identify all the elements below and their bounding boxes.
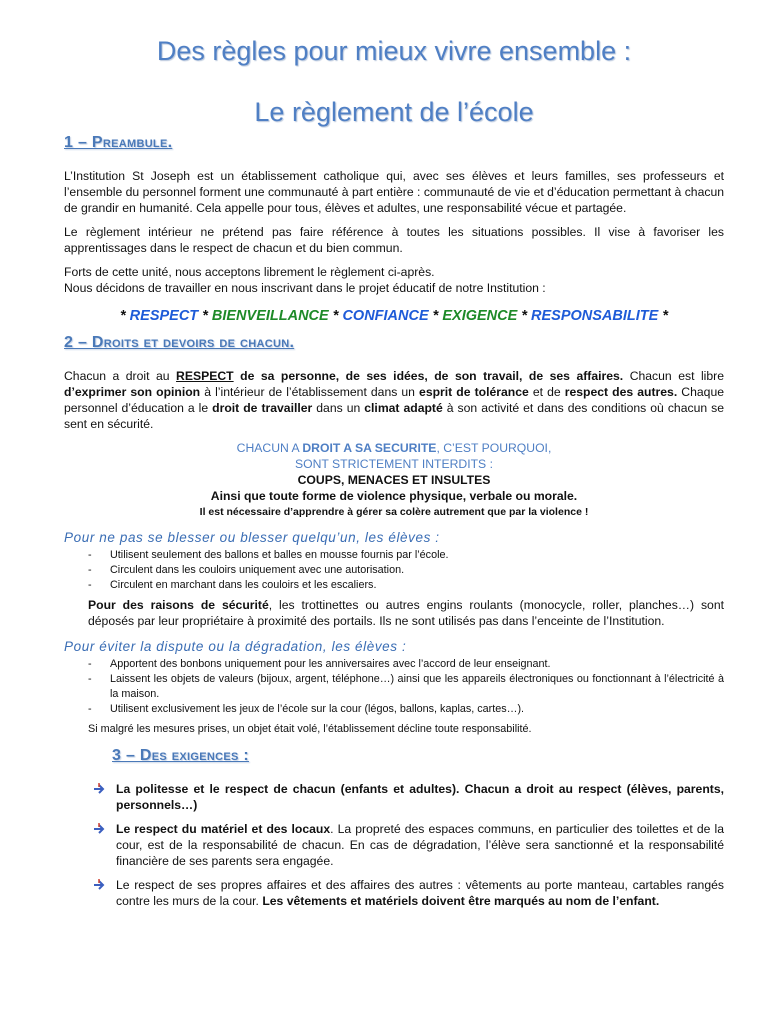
- list-item: Le respect de ses propres affaires et des affaires des autres : vêtements au porte manteau, cartables rangés contre les murs de la cour. Les vêtements et matériels doivent être marqués au nom de l’enfant.: [92, 877, 724, 909]
- requirements-list: [64, 781, 724, 909]
- security-line-2: SONT STRICTEMENT INTERDITS :: [295, 457, 493, 471]
- section-2-heading: 2 – Droits et devoirs de chacun.: [64, 334, 295, 351]
- theft-note: Si malgré les mesures prises, un objet était volé, l’établissement décline toute responsabilité.: [88, 723, 532, 735]
- list-item: Le respect du matériel et des locaux. La propreté des espaces communs, en particulier des toilettes et de la cour, est de la responsabilité de chacun. En cas de dégradation, l’élève sera sanctionné et la responsabilité financière de ses parents sera engagée.: [92, 821, 724, 869]
- star-separator: *: [432, 308, 439, 324]
- list-item: - Apportent des bonbons uniquement pour les anniversaires avec l’accord de leur enseignant.: [88, 657, 724, 672]
- list-item: - Utilisent seulement des ballons et balles en mousse fournis par l’école.: [88, 548, 724, 563]
- star-separator: *: [119, 308, 126, 324]
- preamble-line-a: Forts de cette unité, nous acceptons librement le règlement ci-après.: [64, 265, 435, 279]
- preamble-paragraph-3: [64, 264, 724, 296]
- preamble-line-b: Nous décidons de travailler en nous inscrivant dans le projet éducatif de notre Institution :: [64, 281, 546, 295]
- star-separator: *: [521, 308, 527, 324]
- value-responsabilite: RESPONSABILITE: [531, 308, 659, 324]
- section-1-heading: 1 – Preambule.: [64, 134, 173, 151]
- list-item: - Utilisent exclusivement les jeux de l’école sur la cour (légos, ballons, kaplas, cartes…).: [88, 702, 724, 717]
- preamble-paragraph-2: Le règlement intérieur ne prétend pas faire référence à toutes les situations possibles. Il vise à favoriser les apprentissages dans le respect de chacun et du bien commun.: [64, 225, 724, 255]
- list-item: - Laissent les objets de valeurs (bijoux, argent, téléphone…) ainsi que les appareils électroniques ou fonctionnant à l’électricité à la maison.: [88, 672, 724, 702]
- vehicles-paragraph: Pour des raisons de sécurité, les trottinettes ou autres engins roulants (monocycle, roller, planches…) sont déposés par leur propriétaire à proximité des portails. Ils ne sont utilisés pas dans l’enceinte de l’Institution.: [88, 598, 724, 628]
- safety-list: [64, 548, 724, 593]
- list-item: - Circulent en marchant dans les couloirs et les escaliers.: [88, 578, 724, 593]
- page-subtitle: Le règlement de l’école: [254, 97, 534, 127]
- subheading-safety: Pour ne pas se blesser ou blesser quelqu’un, les élèves :: [64, 530, 440, 545]
- rights-paragraph: Chacun a droit au RESPECT de sa personne, de ses idées, de son travail, de ses affaires. Chacun est libre d’exprimer son opinion à l’intérieur de l’établissement dans un esprit de tolérance et de respect des autres. Chaque personnel d’éducation a le droit de travailler dans un climat adapté à son activité et dans des conditions où chacun se sent en sécurité.: [64, 369, 724, 431]
- subheading-disputes: Pour éviter la dispute ou la dégradation, les élèves :: [64, 639, 407, 654]
- star-separator: *: [202, 308, 208, 324]
- values-line: [64, 308, 724, 324]
- value-exigence: EXIGENCE: [442, 308, 518, 324]
- value-confiance: CONFIANCE: [342, 308, 429, 324]
- star-separator: *: [662, 308, 668, 324]
- arrow-bullet-icon: [92, 822, 106, 836]
- disputes-list: [64, 657, 724, 717]
- section-3-heading: 3 – Des exigences :: [112, 747, 250, 764]
- list-item: La politesse et le respect de chacun (enfants et adultes). Chacun a droit au respect (élèves, parents, personnels…): [92, 781, 724, 813]
- security-line-1: CHACUN A DROIT A SA SECURITE, C’EST POURQUOI,: [236, 441, 552, 455]
- preamble-paragraph-1: L’Institution St Joseph est un établissement catholique qui, avec ses élèves et leurs familles, ses professeurs et l’ensemble du personnel forment une communauté à part entière : communauté de vie et d’éducation permettant à chacun de grandir en humanité. Cela appelle pour tous, élèves et adultes, une responsabilité vécue et partagée.: [64, 169, 724, 215]
- security-line-4: Ainsi que toute forme de violence physique, verbale ou morale.: [210, 489, 578, 503]
- security-notice: [64, 440, 724, 520]
- value-bienveillance: BIENVEILLANCE: [211, 308, 329, 324]
- security-line-3: COUPS, MENACES ET INSULTES: [297, 473, 491, 487]
- value-respect: RESPECT: [129, 308, 199, 324]
- page-title: Des règles pour mieux vivre ensemble :: [156, 36, 632, 66]
- arrow-bullet-icon: [92, 878, 106, 892]
- arrow-bullet-icon: [92, 782, 106, 796]
- list-item: - Circulent dans les couloirs uniquement avec une autorisation.: [88, 563, 724, 578]
- star-separator: *: [332, 308, 339, 324]
- security-line-5: Il est nécessaire d’apprendre à gérer sa colère autrement que par la violence !: [199, 506, 589, 518]
